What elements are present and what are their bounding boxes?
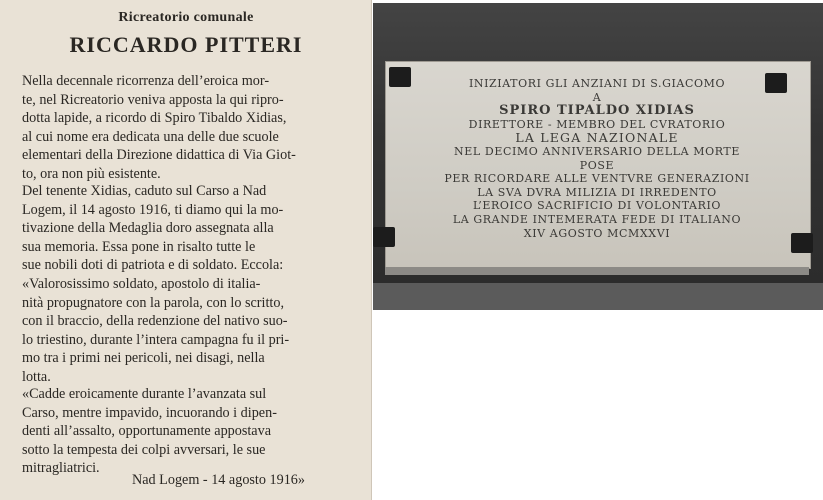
text-line: Carso, mentre impavido, incuorando i dipen-	[22, 404, 277, 421]
text-line: lotta.	[22, 368, 51, 385]
text-line: denti all’assalto, opportunamente appostava	[22, 423, 271, 440]
inscription-line: PER RICORDARE ALLE VENTVRE GENERAZIONI	[444, 172, 750, 186]
text-line: al cui nome era dedicata una delle due scuole	[22, 128, 279, 145]
text-line: nità propugnatore con la parola, con lo scritto,	[22, 294, 284, 311]
text-line: to, ora non più esistente.	[22, 165, 161, 182]
plaque-shadow	[385, 267, 809, 275]
text-line: sue nobili doti di patriota e di soldato. Eccola:	[22, 257, 284, 274]
text-line: Nella decennale ricorrenza dell’eroica mor-	[22, 73, 270, 89]
inscription-line: SPIRO TIPALDO XIDIAS	[499, 103, 695, 119]
text-line: Logem, il 14 agosto 1916, ti diamo qui la mo-	[22, 201, 284, 218]
memorial-plaque-photo	[373, 3, 823, 310]
inscription-line: L’EROICO SACRIFICIO DI VOLONTARIO	[472, 199, 722, 213]
wall-ledge	[373, 283, 823, 310]
text-line: mo tra i primi nei pericoli, nei disagi, nella	[22, 350, 265, 367]
text-line: elementari della Direzione didattica di Via Giot-	[22, 147, 296, 164]
text-line: Del tenente Xidias, caduto sul Carso a Nad	[22, 183, 267, 199]
inscription-line: LA SVA DVRA MILIZIA DI IRREDENTO	[477, 185, 717, 199]
inscription-line: POSE	[579, 158, 615, 172]
paragraph-intro	[22, 72, 352, 184]
inscription-line: NEL DECIMO ANNIVERSARIO DELLA MORTE	[454, 144, 740, 158]
paragraph-motivation	[22, 182, 352, 275]
citation-dateline: Nad Logem - 14 agosto 1916»	[132, 472, 305, 488]
inscription-line: LA LEGA NAZIONALE	[515, 130, 679, 146]
text-line: tivazione della Medaglia doro assegnata alla	[22, 220, 274, 237]
text-line: «Cadde eroicamente durante l’avanzata sul	[22, 386, 267, 402]
inscription-line: XIV AGOSTO MCMXXVI	[523, 226, 671, 240]
paragraph-citation-1	[22, 275, 352, 387]
plaque-inscription	[385, 77, 809, 240]
text-line: dotta lapide, a ricordo di Spiro Tibaldo Xidias,	[22, 110, 287, 127]
text-line: «Valorosissimo soldato, apostolo di italia-	[22, 276, 261, 292]
text-line: lo triestino, durante l’intera campagna fu il pri-	[22, 331, 290, 348]
text-line: con il braccio, della redenzione del nativo suo-	[22, 313, 288, 330]
article-kicker: Ricreatorio comunale	[118, 10, 254, 25]
article-column	[0, 0, 372, 500]
text-line: mitragliatrici.	[22, 460, 100, 477]
inscription-line: A	[592, 90, 602, 104]
blank-area	[373, 310, 823, 500]
inscription-line: INIZIATORI GLI ANZIANI DI S.GIACOMO	[468, 77, 726, 90]
text-line: sua memoria. Essa pone in risalto tutte le	[22, 238, 256, 255]
text-line: sotto la tempesta dei colpi avversari, le sue	[22, 441, 266, 458]
inscription-line: LA GRANDE INTEMERATA FEDE DI ITALIANO	[452, 212, 742, 226]
inscription-line: DIRETTORE - MEMBRO DEL CVRATORIO	[468, 117, 726, 131]
text-line: te, nel Ricreatorio veniva apposta la qui ripro-	[22, 91, 284, 108]
article-headline: RICCARDO PITTERI	[69, 32, 303, 57]
paragraph-citation-2	[22, 385, 352, 478]
